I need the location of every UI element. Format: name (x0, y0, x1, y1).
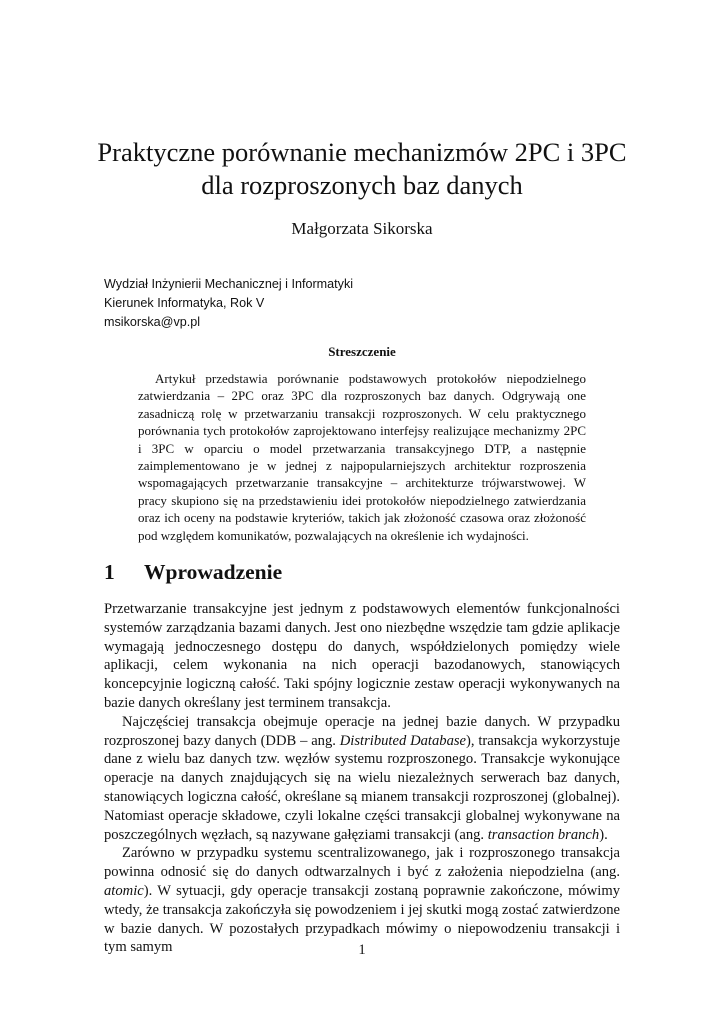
p2-text-middle: ), transakcja wykorzystuje dane z wielu baz danych tzw. węzłów systemu rozproszonego. Transakcje wykonujące operacje na danych znajdujących się na wielu niezależnych serwerach baz danych, stanowiących logiczna całość, określane są mianem transakcji rozproszonej (globalnej). Natomiast operacje składowe, czyli lokalne części transakcji globalnej wykonywane na poszczególnych węzłach, są nazywane gałęziami transakcji (ang. (104, 732, 620, 843)
affiliation-block (104, 275, 353, 332)
p2-term-distributed-database: Distributed Database (339, 732, 467, 749)
p2-term-transaction-branch: transaction branch (487, 826, 600, 843)
section-heading (104, 560, 282, 585)
affiliation-email: msikorska@vp.pl (104, 315, 201, 329)
title-line-2: dla rozproszonych baz danych (201, 170, 523, 200)
body-paragraph-3 (104, 844, 620, 957)
p3-text-start: Zarówno w przypadku systemu scentralizowanego, jak i rozproszonego transakcja powinna odnosić się do danych odtwarzalnych i być z założenia niepodzielna (ang. (104, 845, 620, 881)
page-number: 1 (358, 942, 366, 958)
affiliation-program: Kierunek Informatyka, Rok V (104, 296, 265, 310)
author-name: Małgorzata Sikorska (291, 219, 433, 238)
title-line-1: Praktyczne porównanie mechanizmów 2PC i 3PC (97, 137, 627, 167)
abstract-text: Artykuł przedstawia porównanie podstawowych protokołów niepodzielnego zatwierdzania – 2PC oraz 3PC dla rozproszonych baz danych. Odgrywają one zasadniczą rolę w przetwarzaniu transakcji rozproszonych. W celu praktycznego porównania tych protokołów zaprojektowano interfejsy realizujące mechanizmy 2PC i 3PC w oparciu o model przetwarzania transakcyjnego DTP, a następnie zaimplementowano je w jednej z najpopularniejszych architektur rozproszenia wspomagających przetwarzanie transakcyjne – architekturze trójwarstwowej. W pracy skupiono się na przedstawieniu idei protokołów niepodzielnego zatwierdzania oraz ich oceny na podstawie kryteriów, takich jak złożoność czasowa oraz złożoność pod względem komunikatów, pozwalających na określenie ich wydajności. (138, 371, 586, 543)
affiliation-faculty: Wydział Inżynierii Mechanicznej i Informatyki (104, 277, 354, 291)
p2-text-end: ). (599, 826, 608, 843)
section-number: 1 (104, 560, 115, 584)
body-paragraph-1: Przetwarzanie transakcyjne jest jednym z podstawowych elementów funkcjonalności systemów zarządzania bazami danych. Jest ono niezbędne wszędzie tam gdzie aplikacje wymagają jednoczesnego dostępu do danych, współdzielonych pomiędzy wiele aplikacji, celem wykonania na nich operacji bazodanowych, stanowiących koncepcyjnie logiczną całość. Taki spójny logicznie zestaw operacji wykonywanych na bazie danych określany jest terminem transakcja. (104, 601, 620, 711)
p3-text-end: ). W sytuacji, gdy operacje transakcji zostaną poprawnie zakończone, mówimy wtedy, że transakcja zakończyła się powodzeniem i jej skutki mogą zostać zatwierdzone w bazie danych. W pozostałych przypadkach mówimy o niepowodzeniu transakcji i tym samym (104, 882, 620, 956)
paper-title (60, 136, 664, 202)
p2-text-start: Najczęściej transakcja obejmuje operacje na jednej bazie danych. W przypadku rozproszonej bazy danych (DDB – ang. (104, 713, 620, 749)
body-text (104, 600, 620, 957)
body-paragraph-2 (104, 713, 620, 845)
p3-term-atomic: atomic (104, 882, 144, 899)
section-title: Wprowadzenie (144, 560, 283, 584)
abstract-heading: Streszczenie (328, 344, 396, 359)
